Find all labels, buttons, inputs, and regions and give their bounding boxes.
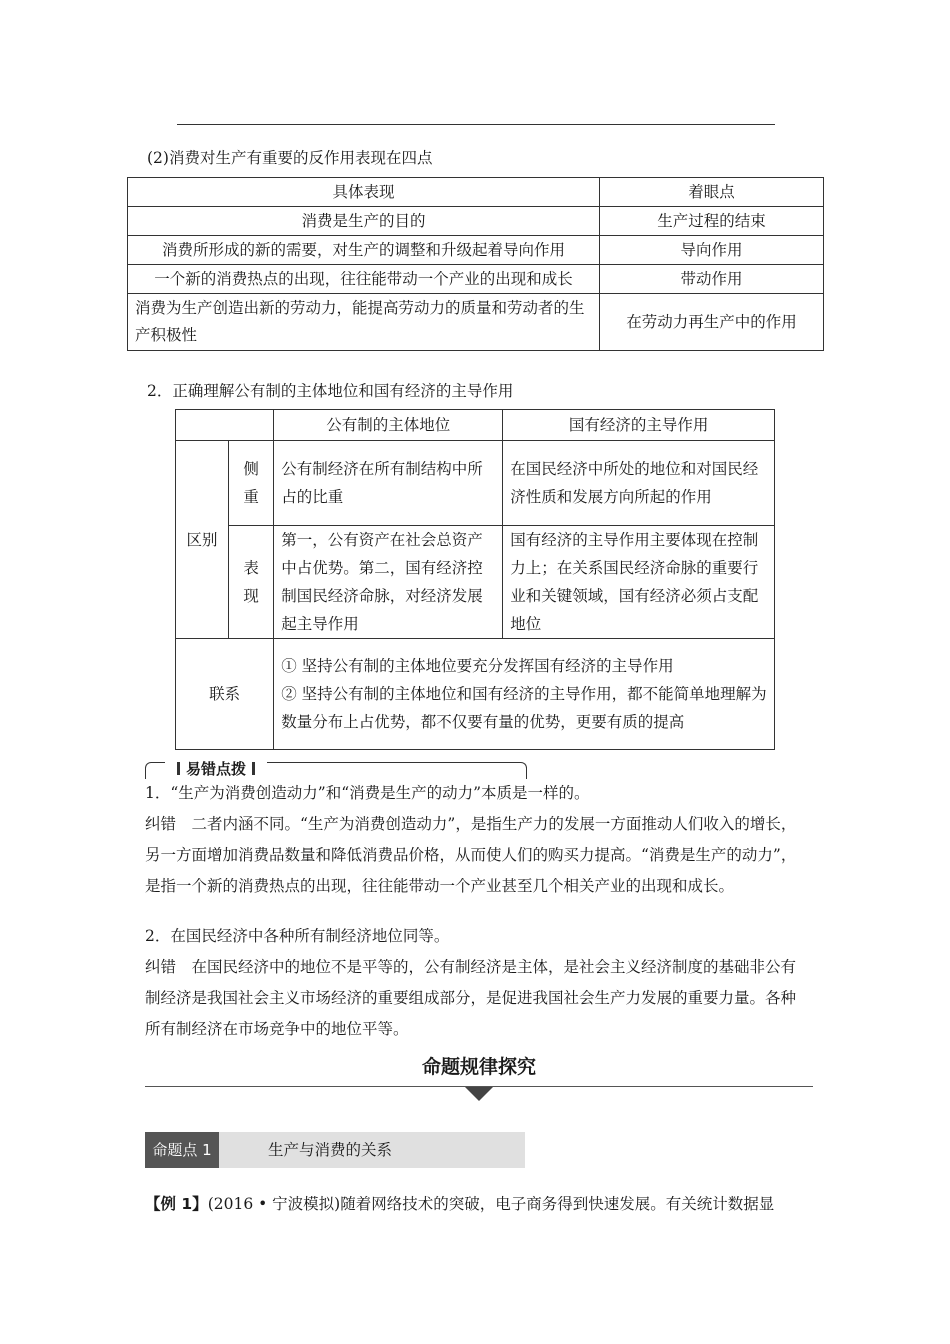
tip-item-1 bbox=[145, 778, 810, 902]
table-cell: 消费所形成的新的需要，对生产的调整和升级起着导向作用 bbox=[128, 236, 600, 265]
tip-correction: 纠错 二者内涵不同。“生产为消费创造动力”，是指生产力的发展一方面推动人们收入的增长，另一方面增加消费品数量和降低消费品价格，从而使人们的购买力提高。“消费是生产的动力”，是指一个新的消费热点的出现，往往能带动一个产业甚至几个相关产业的出现和成长。 bbox=[145, 815, 797, 895]
table-cell: 在国民经济中所处的地位和对国民经济性质和发展方向所起的作用 bbox=[503, 441, 775, 526]
table-cell: 国有经济的主导作用主要体现在控制力上；在关系国民经济命脉的重要行业和关键领域，国有经济必须占支配地位 bbox=[503, 526, 775, 639]
header-cell: 具体表现 bbox=[128, 178, 600, 207]
proposition-point-tag: 命题点 1 bbox=[145, 1132, 219, 1168]
link-content-cell bbox=[274, 639, 775, 750]
tip-claim: 2．在国民经济中各种所有制经济地位同等。 bbox=[145, 927, 450, 945]
ownership-table bbox=[175, 409, 775, 750]
section-title: 命题规律探究 bbox=[421, 1056, 536, 1078]
tip-correction: 纠错 在国民经济中的地位不是平等的，公有制经济是主体，是社会主义经济制度的基础非公有制经济是我国社会主义市场经济的重要组成部分，是促进我国社会生产力发展的重要力量。各种所有制经济在市场竞争中的地位平等。 bbox=[145, 958, 797, 1038]
table-cell: 消费是生产的目的 bbox=[128, 207, 600, 236]
table-header-row bbox=[128, 178, 824, 207]
bar-icon bbox=[177, 762, 180, 775]
row-label-cell: 侧重 bbox=[229, 441, 274, 526]
row-label-cell: 表现 bbox=[229, 526, 274, 639]
consumption-effect-table bbox=[127, 177, 824, 351]
table2-title: 2．正确理解公有制的主体地位和国有经济的主导作用 bbox=[147, 382, 514, 400]
link-label-cell: 联系 bbox=[176, 639, 274, 750]
tip-item-2 bbox=[145, 921, 810, 1045]
table-cell: 导向作用 bbox=[600, 236, 824, 265]
tip-label bbox=[165, 758, 267, 779]
header-cell: 着眼点 bbox=[600, 178, 824, 207]
empty-corner-cell bbox=[176, 410, 274, 441]
table-cell: 公有制经济在所有制结构中所占的比重 bbox=[274, 441, 503, 526]
group-label-cell: 区别 bbox=[176, 441, 229, 639]
table-header-row bbox=[176, 410, 775, 441]
table-row bbox=[128, 236, 824, 265]
table-row bbox=[176, 639, 775, 750]
tip-claim: 1．“生产为消费创造动力”和“消费是生产的动力”本质是一样的。 bbox=[145, 784, 590, 802]
proposition-point-title: 生产与消费的关系 bbox=[268, 1141, 393, 1159]
table-row bbox=[176, 441, 775, 526]
table-row bbox=[128, 294, 824, 351]
table-cell: 第一，公有资产在社会总资产中占优势。第二，国有经济控制国民经济命脉，对经济发展起主导作用 bbox=[274, 526, 503, 639]
example-1 bbox=[145, 1192, 774, 1214]
link-item: ② 坚持公有制的主体地位和国有经济的主导作用，都不能简单地理解为数量分布上占优势，都不仅要有量的优势，更要有质的提高 bbox=[281, 685, 767, 731]
down-triangle-icon bbox=[465, 1087, 493, 1101]
header-cell: 公有制的主体地位 bbox=[274, 410, 503, 441]
table-cell: 在劳动力再生产中的作用 bbox=[600, 294, 824, 351]
tip-label-text: 易错点拨 bbox=[186, 760, 247, 778]
table-row bbox=[128, 207, 824, 236]
header-cell: 国有经济的主导作用 bbox=[503, 410, 775, 441]
table-cell: 生产过程的结束 bbox=[600, 207, 824, 236]
bar-icon bbox=[252, 762, 255, 775]
header-rule bbox=[177, 124, 775, 125]
table-row bbox=[128, 265, 824, 294]
table-cell: 带动作用 bbox=[600, 265, 824, 294]
example-tag: 【例 1】 bbox=[145, 1195, 208, 1213]
table1-caption: (2)消费对生产有重要的反作用表现在四点 bbox=[147, 149, 433, 167]
table-cell: 一个新的消费热点的出现，往往能带动一个产业的出现和成长 bbox=[128, 265, 600, 294]
table-row bbox=[176, 526, 775, 639]
link-item: ① 坚持公有制的主体地位要充分发挥国有经济的主导作用 bbox=[281, 657, 674, 675]
example-text: (2016 • 宁波模拟)随着网络技术的突破，电子商务得到快速发展。有关统计数据显 bbox=[207, 1195, 775, 1213]
table-cell: 消费为生产创造出新的劳动力，能提高劳动力的质量和劳动者的生产积极性 bbox=[128, 294, 600, 351]
